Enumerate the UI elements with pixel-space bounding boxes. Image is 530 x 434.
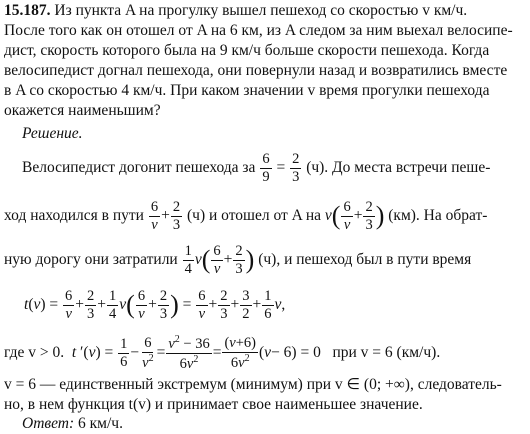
problem-number: 15.187. — [4, 2, 51, 19]
solution-text-3b: (ч), и пешеход был в пути время — [258, 251, 472, 268]
fraction-2-3: $\frac{2}{3}$ — [292, 151, 300, 185]
problem-line-6: окажется наименьшим? — [4, 102, 161, 119]
answer-value: 6 км/ч. — [78, 415, 123, 432]
solution-text-2c: (км). На обрат- — [388, 207, 488, 224]
formula-t-of-v: t ( v ) = $\frac{6}{v}$ + $\frac{2}{3}$ + $\frac{1}{4}$ v ( $\frac{6}{v}$ + $\frac{2}{3}$ ) = $\frac{6}{v}$ + $\frac{2}{3}$ + $\frac{3}{2}$ + $\frac{1}{6}$ v , — [24, 288, 286, 322]
solution-text-3a: ную дорогу они затратили — [4, 251, 178, 268]
solution-text-5a: где v > 0. — [4, 344, 65, 361]
solution-line-2: ход находился в пути $\frac{6}{v}$ + $\frac{2}{3}$ (ч) и отошел от A на v ( $\frac{6}{v}$ + $\frac{2}{3}$ ) (км). На обрат- — [4, 199, 488, 233]
solution-text-1a: Велосипедист догонит пешехода за — [22, 159, 256, 176]
problem-line-4: велосипедист догнал пешехода, они повернули назад и возвратились вместе — [4, 62, 508, 79]
answer-label: Ответ: — [22, 415, 75, 432]
solution-derivative-line: где v > 0. t ′( v ) = $\frac{1}{6}$ − $\frac{6}{v^2}$ = $\frac{v^2 - 36}{6v^2}$ = $\frac{(v+6)}{6v^2}$ ( v − 6) = 0 при v = 6 (км/ч). — [4, 334, 441, 372]
solution-text-5b: при v = 6 (км/ч). — [332, 344, 441, 361]
answer-line — [22, 415, 123, 433]
problem-line-1 — [4, 2, 467, 20]
problem-line-5: в A со скоростью 4 км/ч. При каком значении v время прогулки пешехода — [4, 82, 490, 99]
solution-line-1: Велосипедист догонит пешехода за $\frac{6}{9}$ = $\frac{2}{3}$ (ч). До места встречи пеше- — [22, 151, 491, 185]
problem-text-1: Из пункта A на прогулку вышел пешеход со скоростью v км/ч. — [54, 2, 468, 19]
problem-line-2: После того как он отошел от A на 6 км, из A следом за ним выехал велосипе- — [4, 22, 513, 39]
fraction-6-9: $\frac{6}{9}$ — [262, 151, 270, 185]
formula-tail: , — [281, 296, 286, 313]
solution-line-7: но, в нем функция t(v) и принимает свое наименьшее значение. — [4, 396, 423, 413]
solution-text-1b: (ч). До места встречи пеше- — [306, 159, 491, 176]
solution-text-2a: ход находился в пути — [4, 207, 144, 224]
solution-heading: Решение. — [22, 125, 83, 142]
solution-text-2b: (ч) и отошел от A на — [186, 207, 322, 224]
problem-line-3: дист, скорость которого была на 9 км/ч больше скорости пешехода. Когда — [4, 42, 490, 59]
solution-line-3: ную дорогу они затратили $\frac{1}{4}$ v ( $\frac{6}{v}$ + $\frac{2}{3}$ ) (ч), и пешеход был в пути время — [4, 243, 472, 277]
solution-line-6: v = 6 — единственный экстремум (минимум) при v ∈ (0; +∞), следователь- — [4, 376, 502, 393]
